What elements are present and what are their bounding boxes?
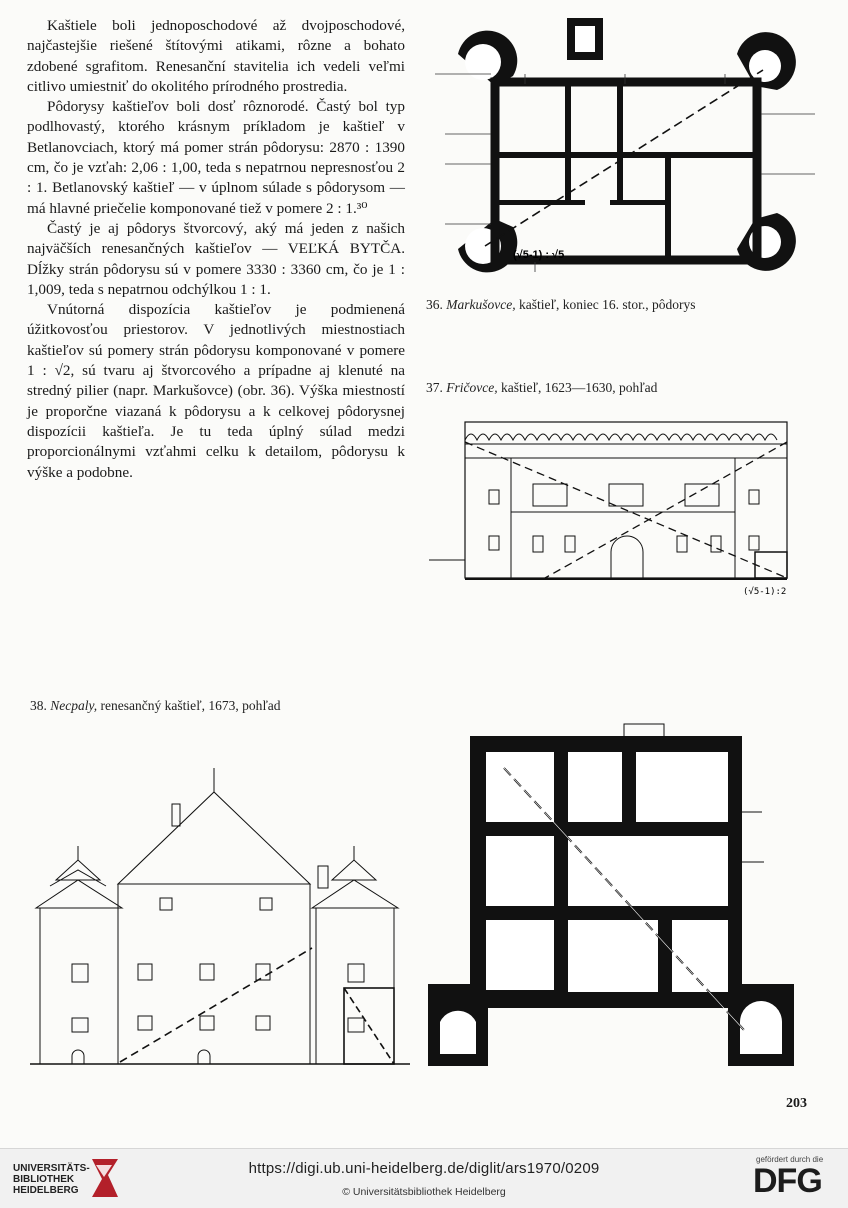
page-number: 203 [786, 1096, 807, 1111]
caption-38: 38. Necpaly, renesančný kaštieľ, 1673, pohľad [30, 698, 281, 713]
figure-36-floor-plan [425, 14, 825, 276]
caption-37: 37. Fričovce, kaštieľ, 1623—1630, pohľad [426, 380, 658, 395]
paragraph-3: Častý je aj pôdorys štvorcový, aký má jeden z našich najväčších renesančných kaštieľov — VEĽKÁ BYTČA. Dĺžky strán pôdorysu sú v pomere 3330 : 3360 cm, čo je 1 : 1,009, teda s nepatrnou odchýlkou 1 : 1. [27, 219, 405, 298]
figure-floor-plan-bottom [428, 722, 808, 1068]
paragraph-4: Vnútorná dispozícia kaštieľov je podmienená úžitkovosťou priestorov. V jednotlivých miestnostiach kaštieľov sú pomery strán pôdorysu komponované v pomere 1 : √2, sú tvaru aj štvorcového a prípadne aj klenuté na stredný pilier (napr. Markušovce) (obr. 36). Výška miestností je proporčne viazaná k pôdorysu a k celkovej pôdorysnej dispozícii kaštieľa. Je tu teda úplný súlad medzi proporcionálnymi vzťahmi celku k detailom, pôdorysu k výške a podobne. [27, 301, 405, 481]
figure-37-elevation [425, 412, 825, 602]
institution-name: UNIVERSITÄTS- BIBLIOTHEK HEIDELBERG [13, 1163, 90, 1196]
paragraph-1: Kaštiele boli jednoposchodové až dvojposchodové, najčastejšie riešené štítovými atikami, rôzne a bohato zdobené sgrafitom. Renesanční stavitelia ich vedeli veľmi citlivo umiestniť do okolitého prírodného prostredia. [27, 17, 405, 95]
ratio-label: (√5-1) : √5 [513, 249, 565, 261]
figure-38-elevation [30, 758, 410, 1068]
body-text [27, 16, 405, 483]
paragraph-2: Pôdorysy kaštieľov boli dosť rôznorodé. Častý bol typ podlhovastý, ktorého krásnym príkladom je kaštieľ v Betlanovciach, ktorý má pomer strán pôdorysu: 2870 : 1390 cm, čo je vzťah: 2,06 : 1,00, teda s nepatrnou nepresnosťou 2 : 1. Betlanovský kaštieľ — v úplnom súlade s pôdorysom — má hlavné priečelie komponované tiež v pomere 2 : 1.³⁰ [27, 98, 405, 217]
caption-36: 36. Markušovce, kaštieľ, koniec 16. stor., pôdorys [426, 297, 696, 312]
dfg-logo: DFG [753, 1162, 822, 1200]
viewer-footer [0, 1148, 848, 1208]
document-url[interactable]: https://digi.ub.uni-heidelberg.de/diglit/ars1970/0209 [248, 1160, 600, 1177]
funder-note: gefördert durch die [756, 1155, 824, 1164]
ratio-label-37: (√5-1):2 [743, 587, 787, 597]
copyright-text: © Universitätsbibliothek Heidelberg [342, 1186, 506, 1198]
